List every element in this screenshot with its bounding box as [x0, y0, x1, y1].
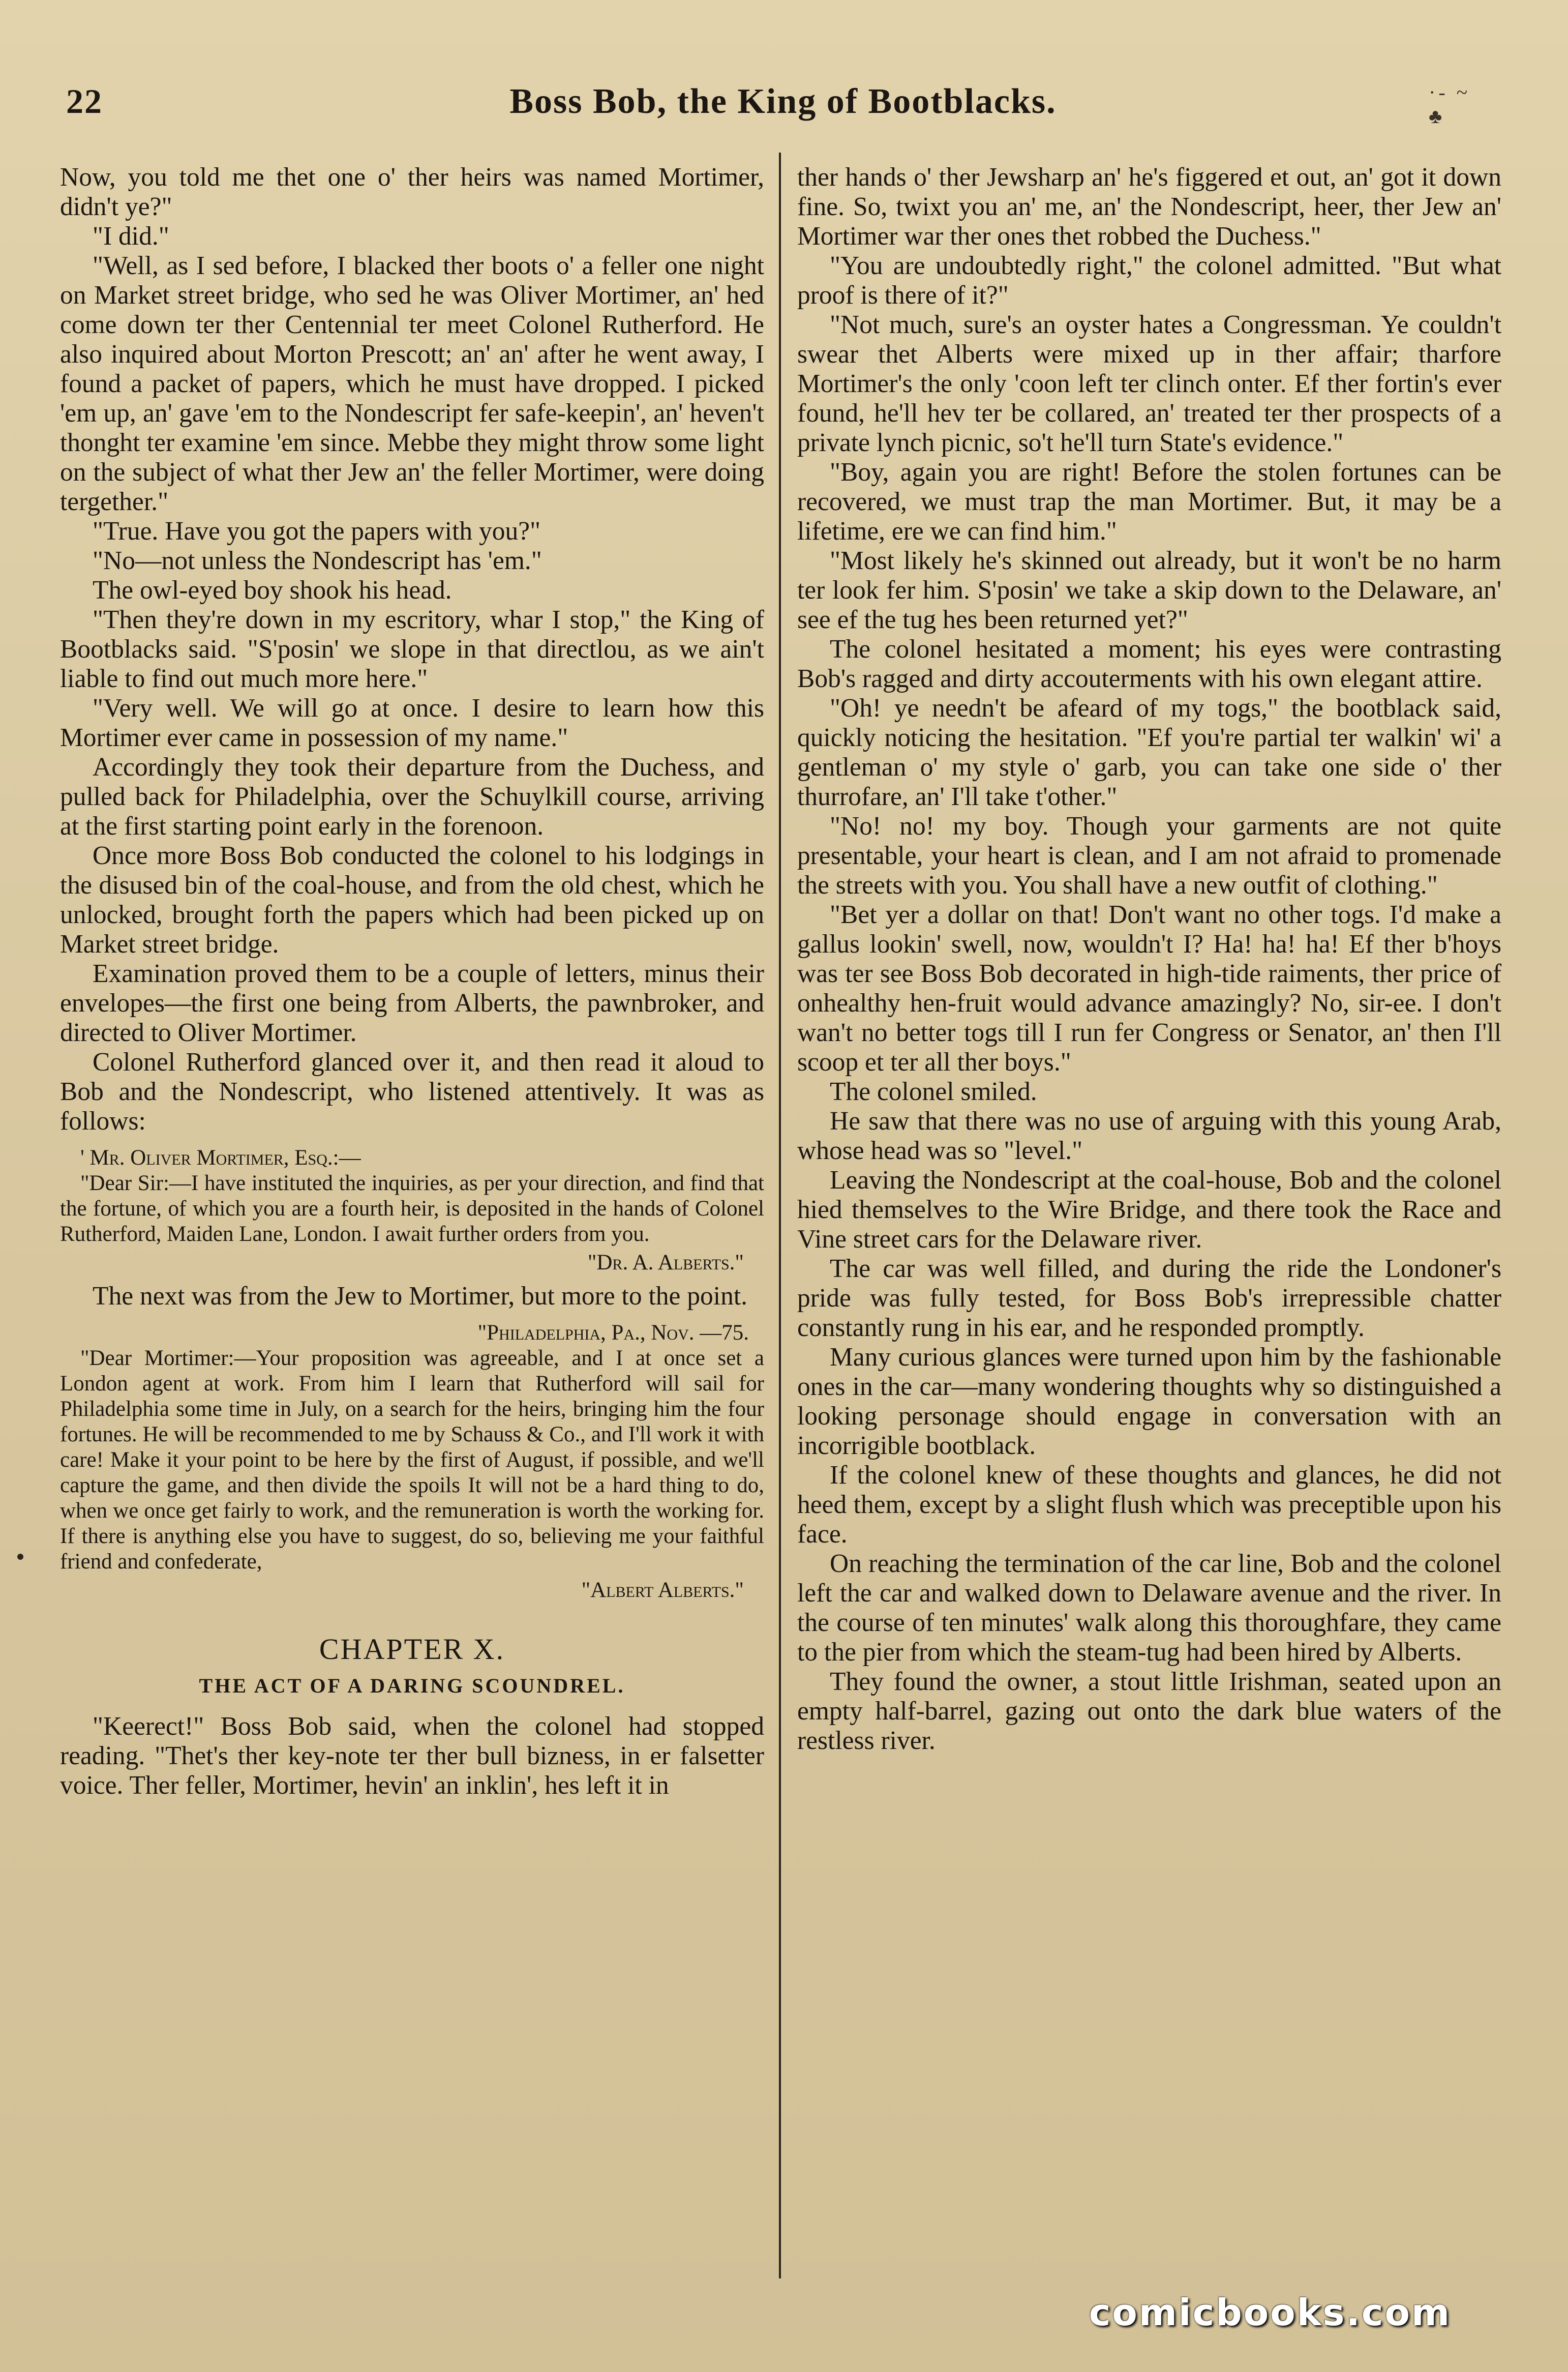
- letter-body: "Dear Sir:—I have instituted the inquiries, as per your direction, and find that the fortune, of which you are a fourth heir, is deposited in the hands of Colonel Rutherford, Maiden Lane, London. I await further orders from you.: [60, 1171, 764, 1246]
- page-number: 22: [66, 82, 103, 121]
- page-header: [56, 76, 1510, 132]
- ink-speck: [17, 1554, 23, 1560]
- chapter-subtitle: THE ACT OF A DARING SCOUNDREL.: [199, 1674, 625, 1697]
- paragraph: "Very well. We will go at once. I desire to learn how this Mortimer ever came in possession of my name.": [60, 694, 764, 752]
- column-divider: [779, 153, 781, 2278]
- paragraph: "No—not unless the Nondescript has 'em.": [93, 546, 542, 575]
- letter-salutation: ' Mr. Oliver Mortimer, Esq.:—: [80, 1146, 361, 1170]
- paragraph: ther hands o' ther Jewsharp an' he's figgered et out, an' got it down fine. So, twixt you an' me, an' the Nondescript, heer, ther Jew an' Mortimer war ther ones thet robbed the Duchess.": [797, 163, 1501, 251]
- paragraph: They found the owner, a stout little Irishman, seated upon an empty half-barrel, gazing out onto the dark blue waters of the restless river.: [797, 1667, 1501, 1755]
- paragraph: "I did.": [93, 222, 169, 251]
- printer-mark: ·- ~ ♣: [1429, 81, 1471, 128]
- paragraph: "No! no! my boy. Though your garments are not quite presentable, your heart is clean, and I am not afraid to promenade the streets with you. You shall have a new outfit of clothing.": [797, 812, 1501, 900]
- paragraph: "Keerect!" Boss Bob said, when the colonel had stopped reading. "Thet's ther key-note ter ther bull bizness, in er falsetter voice. Ther feller, Mortimer, hevin' an inklin', hes left it in: [60, 1712, 764, 1800]
- paragraph: "Oh! ye needn't be afeard of my togs," the bootblack said, quickly noticing the hesitation. "Ef you're partial ter walkin' wi' a gentleman o' my style o' garb, you can take one side o' ther thurrofare, an' I'll take t'other.": [797, 694, 1501, 811]
- right-column: [797, 163, 1501, 1756]
- letter-from-alberts: [60, 1145, 764, 1276]
- paragraph: Now, you told me thet one o' ther heirs was named Mortimer, didn't ye?": [60, 163, 764, 221]
- paragraph: The colonel smiled.: [830, 1077, 1037, 1106]
- paragraph: He saw that there was no use of arguing with this young Arab, whose head was so "level.": [797, 1107, 1501, 1165]
- paragraph: "True. Have you got the papers with you?": [93, 517, 541, 546]
- left-column: [60, 163, 764, 1800]
- paragraph: On reaching the termination of the car line, Bob and the colonel left the car and walked down to Delaware avenue and the river. In the course of ten minutes' walk along this thoroughfare, they came to the pier from which the steam-tug had been hired by Alberts.: [797, 1549, 1501, 1667]
- paragraph: Colonel Rutherford glanced over it, and then read it aloud to Bob and the Nondescript, who listened attentively. It was as follows:: [60, 1048, 764, 1136]
- paragraph: "Well, as I sed before, I blacked ther boots o' a feller one night on Market street bridge, who sed he was Oliver Mortimer, an' hed come down ter ther Centennial ter meet Colonel Rutherford. He also inquired about Morton Prescott; an' an' after he went away, I found a packet of papers, which he must have dropped. I picked 'em up, an' gave 'em to the Nondescript fer safe-keepin', an' heven't thonght ter examine 'em since. Mebbe they might throw some light on the subject of what ther Jew an' the feller Mortimer, were doing tergether.": [60, 251, 764, 516]
- letter-body: "Dear Mortimer:—Your proposition was agreeable, and I at once set a London agent at work. From him I learn that Rutherford will sail for Philadelphia some time in July, on a search for the heirs, bringing him the four fortunes. He will be recommended to me by Schauss & Co., and I'll work it with care! Make it your point to be here by the first of August, if possible, and we'll capture the game, and then divide the spoils It will not be a hard thing to do, when we once get fairly to work, and the remuneration is worth the working for. If there is anything else you have to suggest, do so, believing me your faithful friend and confederate,: [60, 1346, 764, 1574]
- paragraph: The car was well filled, and during the ride the Londoner's pride was fully tested, for Boss Bob's irrepressible chatter constantly rung in his ear, and he responded promptly.: [797, 1254, 1501, 1342]
- paragraph: "You are undoubtedly right," the colonel admitted. "But what proof is there of it?": [797, 251, 1501, 310]
- letter-signature: "Dr. A. Alberts.": [587, 1251, 744, 1274]
- paragraph: Leaving the Nondescript at the coal-house, Bob and the colonel hied themselves to the Wire Bridge, and there took the Race and Vine street cars for the Delaware river.: [797, 1166, 1501, 1254]
- paragraph: Many curious glances were turned upon him by the fashionable ones in the car—many wondering thoughts why so distinguished a looking personage should engage in conversation with an incorrigible bootblack.: [797, 1343, 1501, 1460]
- site-watermark: comicbooks.com: [1089, 2291, 1451, 2334]
- letter-signature: "Albert Alberts.": [581, 1578, 744, 1602]
- paragraph: If the colonel knew of these thoughts and glances, he did not heed them, except by a slight flush which was preceptible upon his face.: [797, 1461, 1501, 1549]
- paragraph: "Most likely he's skinned out already, but it won't be no harm ter look fer him. S'posin' we take a skip down to the Delaware, an' see ef the tug hes been returned yet?": [797, 546, 1501, 634]
- letter-to-mortimer: [60, 1320, 764, 1603]
- chapter-heading: CHAPTER X.: [319, 1633, 505, 1666]
- paragraph: "Boy, again you are right! Before the stolen fortunes can be recovered, we must trap the man Mortimer. But, it may be a lifetime, ere we can find him.": [797, 458, 1501, 546]
- paragraph: Once more Boss Bob conducted the colonel to his lodgings in the disused bin of the coal-house, and from the old chest, which he unlocked, brought forth the papers which had been picked up on Market street bridge.: [60, 841, 764, 959]
- paragraph: "Not much, sure's an oyster hates a Congressman. Ye couldn't swear thet Alberts were mixed up in ther affair; tharfore Mortimer's the only 'coon left ter clinch onter. Ef ther fortin's ever found, he'll hev ter be collared, an' treated ter ther prospects of a private lynch picnic, so't he'll turn State's evidence.": [797, 310, 1501, 457]
- running-title: Boss Bob, the King of Bootblacks.: [509, 82, 1057, 121]
- letter-dateline: "Philadelphia, Pa., Nov. —75.: [477, 1321, 749, 1345]
- paragraph: Accordingly they took their departure from the Duchess, and pulled back for Philadelphia, over the Schuylkill course, arriving at the first starting point early in the forenoon.: [60, 753, 764, 841]
- paragraph: The owl-eyed boy shook his head.: [93, 576, 452, 605]
- paragraph: Examination proved them to be a couple of letters, minus their envelopes—the first one being from Alberts, the pawnbroker, and directed to Oliver Mortimer.: [60, 959, 764, 1047]
- paragraph: The colonel hesitated a moment; his eyes were contrasting Bob's ragged and dirty accouterments with his own elegant attire.: [797, 635, 1501, 693]
- paragraph: "Then they're down in my escritory, whar I stop," the King of Bootblacks said. "S'posin' we slope in that directlou, as we ain't liable to find out much more here.": [60, 605, 764, 693]
- paragraph: The next was from the Jew to Mortimer, but more to the point.: [93, 1282, 748, 1311]
- paragraph: "Bet yer a dollar on that! Don't want no other togs. I'd make a gallus lookin' swell, now, wouldn't I? Ha! ha! ha! Ef ther b'hoys was ter see Boss Bob decorated in high-tide raiments, ther price of onhealthy hen-fruit would advance amazingly? No, sir-ee. I don't wan't no better togs till I run fer Congress or Senator, an' then I'll scoop et ter all ther boys.": [797, 900, 1501, 1077]
